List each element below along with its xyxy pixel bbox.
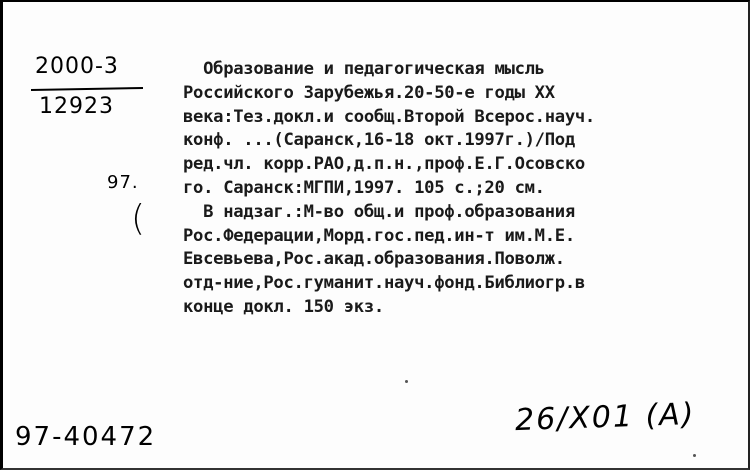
record-line: конф. ...(Саранск,16-18 окт.1997г.)/Под: [183, 130, 575, 151]
shelf-mark-divider: [31, 87, 143, 91]
speck: [405, 380, 408, 383]
record-line: Образование и педагогическая мысль: [183, 59, 545, 79]
speck: [693, 454, 696, 457]
handwritten-note: 26/Х01 (А): [514, 396, 697, 439]
shelf-mark-bottom: 12923: [39, 94, 114, 119]
record-line: конце докл. 150 экз.: [183, 296, 384, 317]
small-handwritten-mark: 97.: [107, 172, 139, 193]
bracket-mark: (: [131, 198, 147, 239]
record-line: го. Саранск:МГПИ,1997. 105 с.;20 см.: [183, 177, 545, 198]
record-line: века:Тез.докл.и сообщ.Второй Всерос.науч.: [183, 106, 595, 127]
record-line: Евсевьева,Рос.акад.образования.Поволж.: [183, 249, 565, 270]
record-line: ред.чл. корр.РАО,д.п.н.,проф.Е.Г.Осовско: [183, 154, 585, 175]
record-line: В надзаг.:М-во общ.и проф.образования: [183, 201, 575, 222]
bibliographic-record: [183, 58, 743, 320]
inventory-number: 97-40472: [15, 422, 157, 452]
record-line: отд-ние,Рос.гуманит.науч.фонд.Библиогр.в: [183, 273, 585, 294]
record-line: Российского Зарубежья.20-50-е годы ХХ: [183, 82, 555, 103]
shelf-mark-top: 2000-3: [35, 54, 119, 79]
record-line: Рос.Федерации,Морд.гос.пед.ин-т им.М.Е.: [183, 225, 575, 246]
